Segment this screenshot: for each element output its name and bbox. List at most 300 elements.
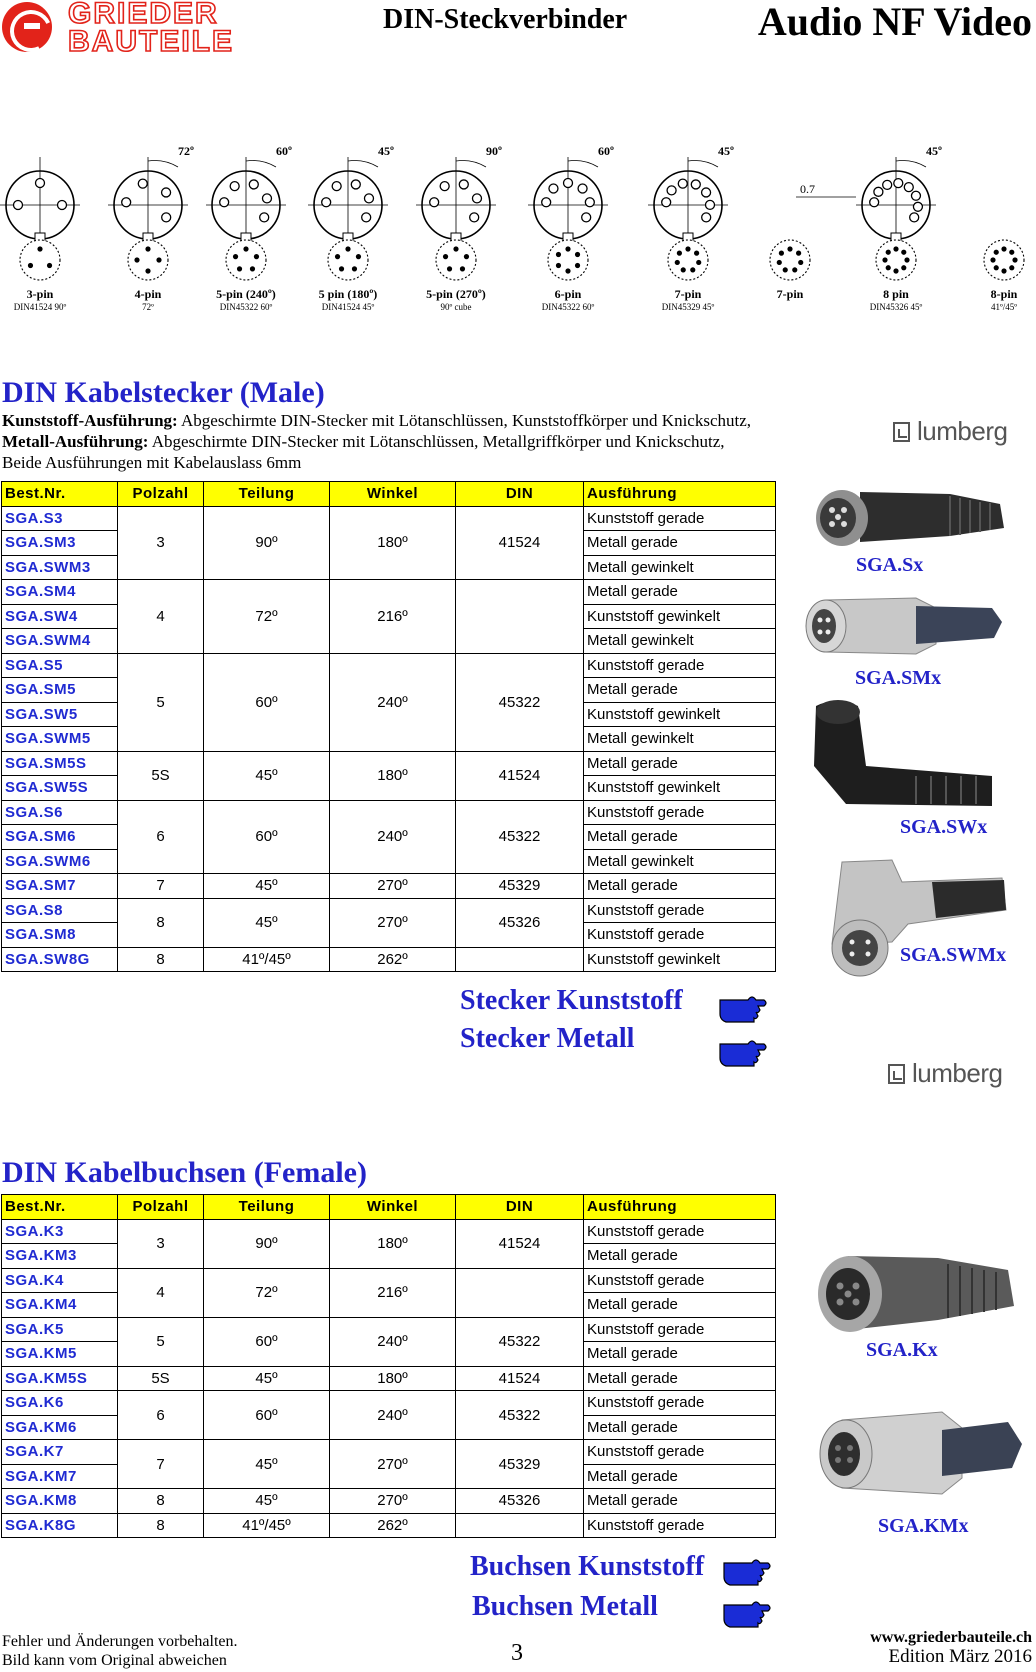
col-header-din: DIN [456, 1195, 584, 1220]
lumberg-logo-text: lumberg [912, 1058, 1003, 1088]
din-cell [456, 1513, 584, 1538]
variant-cell: Metall gerade [584, 1244, 776, 1269]
female-section-title: DIN Kabelbuchsen (Female) [2, 1156, 367, 1189]
pin-hole [364, 194, 373, 203]
col-header-ausfuehrung: Ausführung [584, 1195, 776, 1220]
product-image-straight-plastic-plug [800, 478, 1006, 558]
pin-type-label: 5-pin (240º) [216, 287, 276, 301]
pin-standard-label: DIN41524 45º [321, 302, 375, 312]
pin-face-outline [668, 240, 708, 280]
pin-hole [585, 198, 594, 207]
pin-dot [443, 254, 448, 259]
pin-dot [893, 268, 898, 273]
pin-dot [335, 254, 340, 259]
pin-dot [893, 246, 898, 251]
footer-disclaimer [2, 1632, 237, 1670]
polzahl-cell: 7 [118, 874, 204, 899]
teilung-cell: 45º [204, 874, 330, 899]
teilung-cell: 45º [204, 1489, 330, 1514]
winkel-cell: 270º [330, 1489, 456, 1514]
variant-cell: Metall gewinkelt [584, 555, 776, 580]
male-connector-table [1, 481, 776, 972]
pin-hole [883, 180, 892, 189]
teilung-cell: 60º [204, 800, 330, 874]
polzahl-cell: 3 [118, 1219, 204, 1268]
pin-hole [910, 213, 919, 222]
pin-type-label: 5-pin (270º) [426, 287, 486, 301]
pin-dot [777, 260, 782, 265]
pin-dot [990, 257, 995, 262]
pin-dot [254, 254, 259, 259]
order-number-cell[interactable]: SGA.SM5S [2, 751, 118, 776]
pin-dot [901, 265, 906, 270]
col-header-teilung: Teilung [204, 482, 330, 507]
variant-cell: Kunststoff gerade [584, 1317, 776, 1342]
order-number-cell[interactable]: SGA.SWM3 [2, 555, 118, 580]
variant-cell: Kunststoff gerade [584, 800, 776, 825]
pin-hole [870, 198, 879, 207]
pin-hole [582, 213, 591, 222]
pin-face-outline [226, 240, 266, 280]
order-number-cell[interactable]: SGA.K6 [2, 1391, 118, 1416]
polzahl-cell: 5 [118, 653, 204, 751]
pin-dot [1012, 257, 1017, 262]
pin-dot [994, 265, 999, 270]
pin-hole [894, 179, 903, 188]
variant-cell: Metall gerade [584, 1342, 776, 1367]
teilung-cell: 60º [204, 653, 330, 751]
teilung-cell: 90º [204, 1219, 330, 1268]
dimension-label: 0.7 [800, 182, 815, 196]
desc-metal-label: Metall-Ausführung: [2, 432, 149, 451]
pin-hole [913, 202, 922, 211]
product-image-straight-metal-plug [796, 588, 1006, 666]
footer-website[interactable]: www.griederbauteile.ch [870, 1629, 1032, 1646]
pin-type-label: 4-pin [134, 287, 162, 301]
order-number-cell[interactable]: SGA.KM8 [2, 1489, 118, 1514]
pin-dot [134, 257, 139, 262]
pin-hole [911, 191, 920, 200]
order-number-cell[interactable]: SGA.SW5S [2, 776, 118, 801]
pin-hole [667, 186, 676, 195]
footer-edition: Edition März 2016 [888, 1646, 1032, 1667]
pin-dot [690, 267, 695, 272]
pin-hole [874, 187, 883, 196]
product-label-sga-swmx: SGA.SWMx [900, 944, 1007, 966]
pin-standard-label: DIN45322 60º [219, 302, 273, 312]
din-cell: 45326 [456, 898, 584, 947]
pin-layout-diagrams [0, 130, 1036, 340]
link-stecker-metall[interactable]: Stecker Metall [460, 1023, 635, 1054]
pin-dot [886, 265, 891, 270]
pin-face-outline [548, 240, 588, 280]
variant-cell: Kunststoff gerade [584, 1513, 776, 1538]
pin-type-label: 6-pin [554, 287, 582, 301]
teilung-cell: 60º [204, 1391, 330, 1440]
winkel-cell: 240º [330, 1317, 456, 1366]
din-cell: 45322 [456, 1391, 584, 1440]
pin-dot [994, 250, 999, 255]
order-number-cell[interactable]: SGA.SM6 [2, 825, 118, 850]
order-number-cell[interactable]: SGA.K4 [2, 1268, 118, 1293]
polzahl-cell: 4 [118, 580, 204, 654]
lumberg-mark-icon [888, 1064, 905, 1084]
variant-cell: Metall gerade [584, 580, 776, 605]
pin-standard-label: DIN45322 60º [541, 302, 595, 312]
variant-cell: Kunststoff gewinkelt [584, 947, 776, 972]
logo-text-line2: BAUTEILE [68, 25, 234, 58]
variant-cell: Metall gewinkelt [584, 849, 776, 874]
col-header-ausfuehrung: Ausführung [584, 482, 776, 507]
pin-face-outline [876, 240, 916, 280]
variant-cell: Metall gewinkelt [584, 629, 776, 654]
polzahl-cell: 8 [118, 898, 204, 947]
din-cell [456, 580, 584, 654]
pin-standard-label: 90º cube [440, 302, 472, 312]
order-number-cell[interactable]: SGA.SWM6 [2, 849, 118, 874]
variant-cell: Kunststoff gerade [584, 1219, 776, 1244]
pin-face-outline [20, 240, 60, 280]
teilung-cell: 60º [204, 1317, 330, 1366]
pin-standard-label: 72º [142, 302, 154, 312]
lumberg-mark-icon [893, 422, 910, 442]
pin-hole [549, 184, 558, 193]
pin-hole [362, 213, 371, 222]
angle-label: 45º [378, 144, 394, 158]
variant-cell: Kunststoff gewinkelt [584, 604, 776, 629]
table-row [2, 1440, 776, 1465]
pin-dot [237, 266, 242, 271]
winkel-cell: 216º [330, 580, 456, 654]
din-cell: 45322 [456, 653, 584, 751]
pin-dot [694, 251, 699, 256]
table-row [2, 1317, 776, 1342]
male-description [2, 410, 832, 473]
variant-cell: Metall gerade [584, 678, 776, 703]
pointing-hand-icon[interactable] [722, 1553, 772, 1589]
product-image-angled-plastic-plug [806, 696, 998, 816]
lumberg-logo-2 [888, 1058, 1002, 1089]
pointing-hand-icon[interactable] [718, 990, 768, 1026]
teilung-cell: 72º [204, 580, 330, 654]
pin-hole [122, 198, 131, 207]
order-number-cell[interactable]: SGA.SW5 [2, 702, 118, 727]
variant-cell: Metall gerade [584, 531, 776, 556]
polzahl-cell: 4 [118, 1268, 204, 1317]
winkel-cell: 180º [330, 506, 456, 580]
variant-cell: Kunststoff gerade [584, 1268, 776, 1293]
pin-hole [14, 201, 23, 210]
pin-standard-label: DIN45326 45º [869, 302, 923, 312]
variant-cell: Metall gerade [584, 1293, 776, 1318]
footer-info [870, 1628, 1032, 1666]
pin-dot [250, 266, 255, 271]
pin-type-label: 3-pin [26, 287, 54, 301]
order-number-cell[interactable]: SGA.SM4 [2, 580, 118, 605]
pin-dot [453, 246, 458, 251]
din-cell [456, 947, 584, 972]
pin-face-outline [770, 240, 810, 280]
product-label-sga-kx: SGA.Kx [866, 1339, 938, 1361]
angle-label: 45º [718, 144, 734, 158]
pin-hole [702, 213, 711, 222]
pin-dot [47, 263, 52, 268]
pin-dot [798, 260, 803, 265]
table-row [2, 1513, 776, 1538]
winkel-cell: 270º [330, 898, 456, 947]
pin-standard-label: 41º/45º [990, 302, 1018, 312]
winkel-cell: 262º [330, 1513, 456, 1538]
winkel-cell: 262º [330, 947, 456, 972]
pin-dot [345, 246, 350, 251]
variant-cell: Kunststoff gerade [584, 923, 776, 948]
winkel-cell: 240º [330, 1391, 456, 1440]
winkel-cell: 240º [330, 800, 456, 874]
col-header-polzahl: Polzahl [118, 482, 204, 507]
order-number-cell[interactable]: SGA.S3 [2, 506, 118, 531]
pin-dot [796, 251, 801, 256]
winkel-cell: 240º [330, 653, 456, 751]
table-row [2, 1219, 776, 1244]
pin-type-label: 8-pin [990, 287, 1018, 301]
din-cell: 41524 [456, 1366, 584, 1391]
variant-cell: Kunststoff gerade [584, 1391, 776, 1416]
order-number-cell[interactable]: SGA.KM5 [2, 1342, 118, 1367]
product-label-sga-sx: SGA.Sx [856, 554, 924, 576]
order-number-cell[interactable]: SGA.KM3 [2, 1244, 118, 1269]
footer-disclaimer-line1: Fehler und Änderungen vorbehalten. [2, 1633, 238, 1650]
order-number-cell[interactable]: SGA.SM7 [2, 874, 118, 899]
lumberg-logo-text: lumberg [917, 416, 1008, 446]
teilung-cell: 45º [204, 1366, 330, 1391]
pin-dot [464, 254, 469, 259]
pin-dot [681, 267, 686, 272]
order-number-cell[interactable]: SGA.SM8 [2, 923, 118, 948]
male-section-title: DIN Kabelstecker (Male) [2, 376, 325, 409]
pin-dot [145, 246, 150, 251]
order-number-cell[interactable]: SGA.SM5 [2, 678, 118, 703]
pointing-hand-icon[interactable] [722, 1595, 772, 1631]
pin-hole [662, 198, 671, 207]
pin-standard-label: DIN41524 90º [13, 302, 67, 312]
polzahl-cell: 6 [118, 800, 204, 874]
table-row [2, 1268, 776, 1293]
teilung-cell: 41º/45º [204, 947, 330, 972]
pin-hole [230, 182, 239, 191]
pin-hole [564, 179, 573, 188]
table-row [2, 1366, 776, 1391]
pin-dot [685, 246, 690, 251]
table-row [2, 1489, 776, 1514]
logo-text-line1: GRIEDER [68, 0, 219, 30]
pin-dot [356, 254, 361, 259]
order-number-cell[interactable]: SGA.SW8G [2, 947, 118, 972]
pin-hole [351, 180, 360, 189]
link-buchsen-metall[interactable]: Buchsen Metall [472, 1591, 658, 1622]
winkel-cell: 180º [330, 751, 456, 800]
variant-cell: Metall gerade [584, 751, 776, 776]
polzahl-cell: 8 [118, 1489, 204, 1514]
pin-dot [783, 267, 788, 272]
din-cell: 45322 [456, 800, 584, 874]
link-buchsen-kunststoff[interactable]: Buchsen Kunststoff [470, 1551, 705, 1582]
pin-dot [882, 257, 887, 262]
angle-arc [456, 161, 486, 167]
pin-face-outline [436, 240, 476, 280]
pin-dot [792, 267, 797, 272]
pin-hole [249, 180, 258, 189]
pin-face-outline [984, 240, 1024, 280]
angle-label: 90º [486, 144, 502, 158]
order-number-cell[interactable]: SGA.SW4 [2, 604, 118, 629]
table-row [2, 653, 776, 678]
desc-cable-text: Beide Ausführungen mit Kabelauslass 6mm [2, 453, 302, 472]
pin-hole [678, 179, 687, 188]
angle-label: 60º [598, 144, 614, 158]
table-row [2, 898, 776, 923]
winkel-cell: 270º [330, 874, 456, 899]
pin-dot [675, 260, 680, 265]
pin-dot [1001, 268, 1006, 273]
link-stecker-kunststoff[interactable]: Stecker Kunststoff [460, 985, 683, 1016]
angle-label: 72º [178, 144, 194, 158]
pin-dot [339, 266, 344, 271]
pin-hole [58, 201, 67, 210]
pin-hole [162, 213, 171, 222]
order-number-cell[interactable]: SGA.S6 [2, 800, 118, 825]
teilung-cell: 90º [204, 506, 330, 580]
pin-hole [332, 182, 341, 191]
female-connector-table [1, 1194, 776, 1538]
variant-cell: Kunststoff gerade [584, 898, 776, 923]
col-header-bestnr: Best.Nr. [2, 1195, 118, 1220]
variant-cell: Metall gerade [584, 1464, 776, 1489]
variant-cell: Kunststoff gerade [584, 653, 776, 678]
pin-hole [440, 182, 449, 191]
pin-hole [36, 179, 45, 188]
table-row [2, 800, 776, 825]
din-cell [456, 1268, 584, 1317]
din-cell: 41524 [456, 506, 584, 580]
table-row [2, 506, 776, 531]
pointing-hand-icon[interactable] [718, 1034, 768, 1070]
pin-face-outline [128, 240, 168, 280]
pin-face-outline [328, 240, 368, 280]
pin-dot [352, 266, 357, 271]
pin-hole [578, 184, 587, 193]
pin-dot [886, 250, 891, 255]
order-number-cell[interactable]: SGA.KM5S [2, 1366, 118, 1391]
variant-cell: Metall gerade [584, 874, 776, 899]
variant-cell: Metall gerade [584, 1489, 776, 1514]
pin-dot [565, 268, 570, 273]
table-row [2, 1391, 776, 1416]
order-number-cell[interactable]: SGA.KM6 [2, 1415, 118, 1440]
winkel-cell: 270º [330, 1440, 456, 1489]
pin-type-label: 8 pin [883, 287, 909, 301]
pin-dot [904, 257, 909, 262]
col-header-winkel: Winkel [330, 1195, 456, 1220]
din-cell: 45329 [456, 874, 584, 899]
order-number-cell[interactable]: SGA.KM4 [2, 1293, 118, 1318]
pin-dot [779, 251, 784, 256]
order-number-cell[interactable]: SGA.K7 [2, 1440, 118, 1465]
polzahl-cell: 5 [118, 1317, 204, 1366]
din-cell: 45326 [456, 1489, 584, 1514]
order-number-cell[interactable]: SGA.S5 [2, 653, 118, 678]
pin-dot [565, 246, 570, 251]
teilung-cell: 41º/45º [204, 1513, 330, 1538]
winkel-cell: 180º [330, 1219, 456, 1268]
teilung-cell: 45º [204, 898, 330, 947]
din-cell: 45322 [456, 1317, 584, 1366]
order-number-cell[interactable]: SGA.SM3 [2, 531, 118, 556]
pin-dot [696, 260, 701, 265]
polzahl-cell: 8 [118, 1513, 204, 1538]
order-number-cell[interactable]: SGA.SWM4 [2, 629, 118, 654]
order-number-cell[interactable]: SGA.S8 [2, 898, 118, 923]
polzahl-cell: 8 [118, 947, 204, 972]
pin-dot [1009, 265, 1014, 270]
pin-dot [460, 266, 465, 271]
din-cell: 41524 [456, 751, 584, 800]
variant-cell: Kunststoff gerade [584, 506, 776, 531]
pin-hole [904, 183, 913, 192]
page-main-title: Audio NF Video [757, 0, 1032, 44]
teilung-cell: 45º [204, 751, 330, 800]
winkel-cell: 180º [330, 1366, 456, 1391]
teilung-cell: 45º [204, 1440, 330, 1489]
angle-arc [896, 161, 926, 167]
pin-dot [145, 268, 150, 273]
polzahl-cell: 5S [118, 751, 204, 800]
product-image-metal-socket [812, 1408, 1024, 1504]
col-header-teilung: Teilung [204, 1195, 330, 1220]
pin-hole [472, 194, 481, 203]
polzahl-cell: 6 [118, 1391, 204, 1440]
product-label-sga-smx: SGA.SMx [855, 667, 942, 689]
pin-hole [322, 198, 331, 207]
table-row [2, 874, 776, 899]
product-image-plastic-socket [808, 1246, 1022, 1342]
pin-hole [430, 198, 439, 207]
pin-dot [787, 246, 792, 251]
pin-dot [447, 266, 452, 271]
order-number-cell[interactable]: SGA.KM7 [2, 1464, 118, 1489]
page-number: 3 [511, 1640, 523, 1666]
angle-arc [148, 161, 178, 167]
grieder-logo [0, 0, 250, 58]
table-row [2, 947, 776, 972]
order-number-cell[interactable]: SGA.SWM5 [2, 727, 118, 752]
pin-hole [162, 188, 171, 197]
order-number-cell[interactable]: SGA.K8G [2, 1513, 118, 1538]
order-number-cell[interactable]: SGA.K3 [2, 1219, 118, 1244]
angle-arc [568, 161, 598, 167]
pin-dot [901, 250, 906, 255]
col-header-polzahl: Polzahl [118, 1195, 204, 1220]
col-header-bestnr: Best.Nr. [2, 482, 118, 507]
variant-cell: Kunststoff gewinkelt [584, 702, 776, 727]
pin-dot [28, 263, 33, 268]
desc-plastic-label: Kunststoff-Ausführung: [2, 411, 178, 430]
pin-dot [575, 263, 580, 268]
page-category-title: DIN-Steckverbinder [383, 4, 628, 35]
pin-hole [262, 194, 271, 203]
col-header-din: DIN [456, 482, 584, 507]
variant-cell: Metall gerade [584, 825, 776, 850]
order-number-cell[interactable]: SGA.K5 [2, 1317, 118, 1342]
